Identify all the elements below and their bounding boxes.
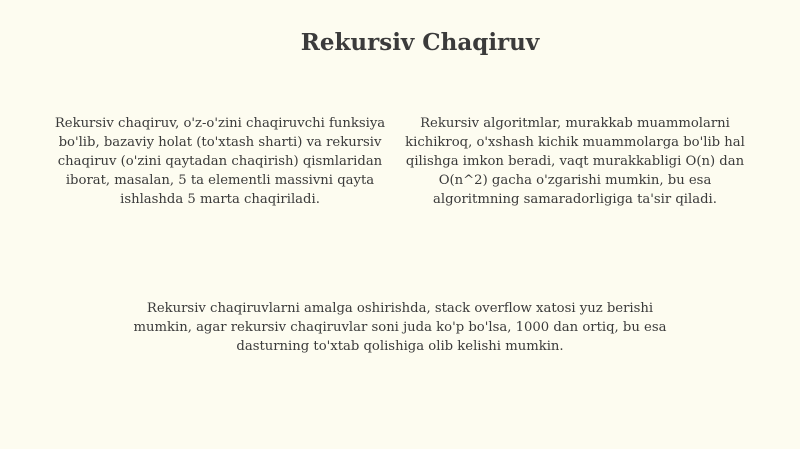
paragraph-stack-overflow: Rekursiv chaqiruvlarni amalga oshirishda, stack overflow xatosi yuz berishi mumkin, agar rekursiv chaqiruvlar soni juda ko'p bo'lsa, 1000 dan ortiq, bu esa dasturning to'xtab qolishiga olib kelishi mumkin.	[133, 301, 667, 354]
slide-title: Rekursiv Chaqiruv	[300, 29, 540, 56]
paragraph-recursive-call-definition: Rekursiv chaqiruv, o'z-o'zini chaqiruvchi funksiya bo'lib, bazaviy holat (to'xtash sharti) va rekursiv chaqiruv (o'zini qaytadan chaqirish) qismlaridan iborat, masalan, 5 ta elementli massivni qayta ishlashda 5 marta chaqiriladi.	[54, 116, 386, 207]
paragraph-recursive-algorithms: Rekursiv algoritmlar, murakkab muammolarni kichikroq, o'xshash kichik muammolarga bo'lib hal qilishga imkon beradi, vaqt murakkabligi O(n) dan O(n^2) gacha o'zgarishi mumkin, bu esa algoritmning samaradorligiga ta'sir qiladi.	[405, 116, 745, 207]
